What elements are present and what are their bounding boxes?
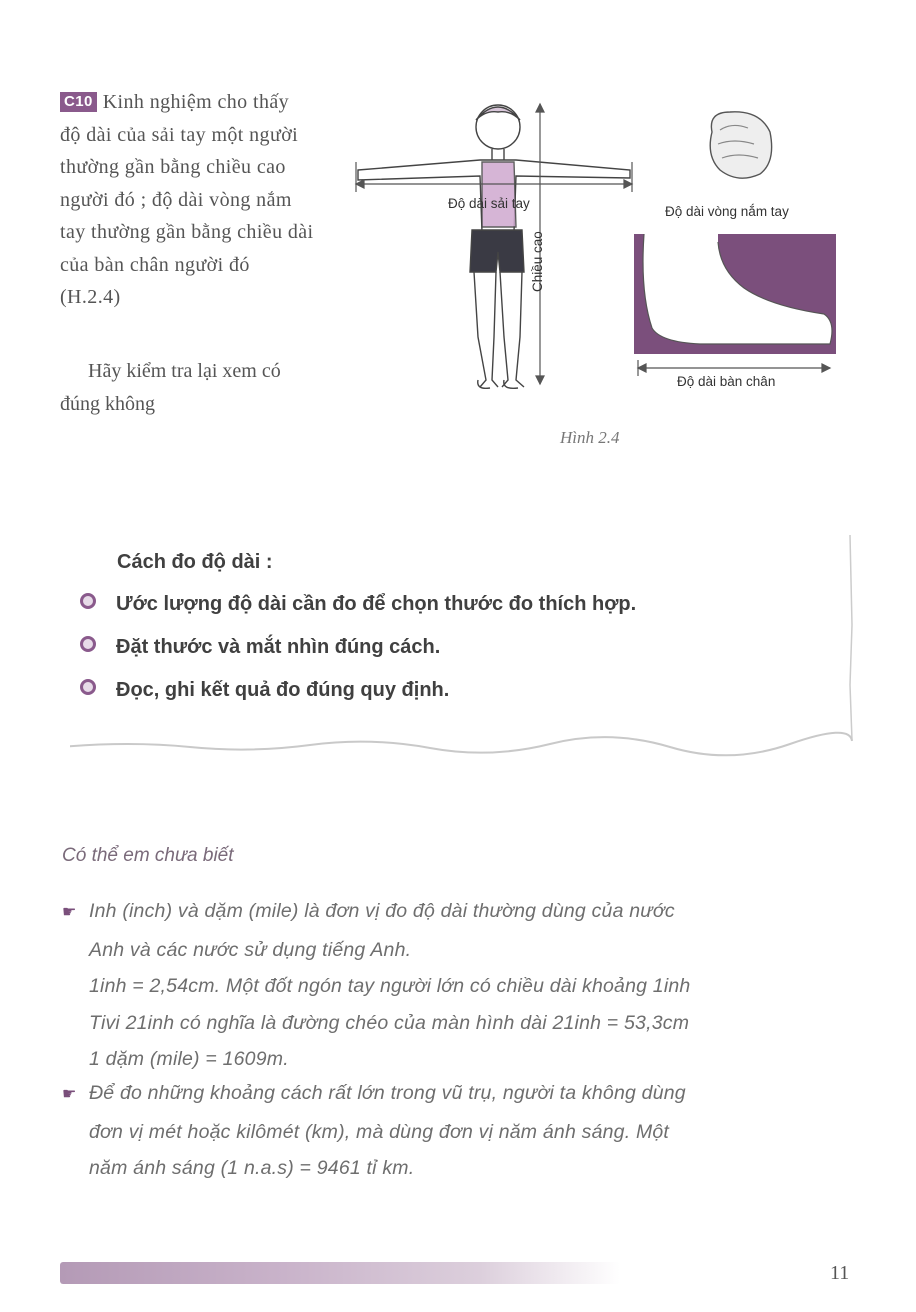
summary-title: Cách đo độ dài : <box>117 551 273 573</box>
label-foot-length: Độ dài bàn chân <box>677 374 776 389</box>
footer-decoration <box>60 1262 620 1284</box>
summary-item-text: Đọc, ghi kết quả đo đúng quy định. <box>116 679 450 701</box>
figure-caption: Hình 2.4 <box>560 428 620 447</box>
question-text: Kinh nghiệm cho thấy độ dài của sải tay một người thường gần bằng chiều cao người đó ; độ dài vòng nắm tay thường gần bằng chiều dài của bàn chân người đó (H.2.4) <box>60 91 314 308</box>
did-you-know-title: Có thể em chưa biết <box>62 845 234 866</box>
dyk-line: Inh (inch) và dặm (mile) là đơn vị đo độ dài thường dùng của nước <box>89 900 675 922</box>
label-fist-circumference: Độ dài vòng nắm tay <box>665 204 789 219</box>
summary-item-text: Ước lượng độ dài cần đo để chọn thước đo thích hợp. <box>116 593 637 615</box>
foot-illustration <box>634 234 836 354</box>
dyk-line: Để đo những khoảng cách rất lớn trong vũ trụ, người ta không dùng <box>89 1082 686 1104</box>
pointing-hand-icon: ☛ <box>62 1086 77 1103</box>
circle-bullet-icon <box>80 679 96 695</box>
question-badge: C10 <box>60 92 97 112</box>
dyk-line: đơn vị mét hoặc kilômét (km), mà dùng đơn vị năm ánh sáng. Một <box>89 1120 670 1143</box>
summary-item <box>80 593 636 623</box>
figure-2-4 <box>340 92 860 402</box>
dyk-line: Tivi 21inh có nghĩa là đường chéo của màn hình dài 21inh = 53,3cm <box>89 1011 690 1034</box>
dyk-line: 1inh = 2,54cm. Một đốt ngón tay người lớn có chiều dài khoảng 1inh <box>89 975 691 997</box>
label-arm-span: Độ dài sải tay <box>448 196 530 211</box>
dyk-line: năm ánh sáng (1 n.a.s) = 9461 tỉ km. <box>89 1157 415 1179</box>
label-height: Chiều cao <box>530 231 545 292</box>
did-you-know-block-1 <box>62 893 862 1078</box>
question-c10 <box>60 86 315 314</box>
figure-illustration <box>340 92 860 402</box>
question-task: Hãy kiểm tra lại xem có đúng không <box>60 360 281 415</box>
summary-item <box>80 636 440 666</box>
summary-item <box>80 679 449 709</box>
did-you-know-block-2 <box>62 1075 862 1187</box>
pointing-hand-icon: ☛ <box>62 904 77 921</box>
circle-bullet-icon <box>80 593 96 609</box>
fist-icon <box>710 112 771 178</box>
circle-bullet-icon <box>80 636 96 652</box>
dyk-line: Anh và các nước sử dụng tiếng Anh. <box>89 938 412 961</box>
summary-item-text: Đặt thước và mắt nhìn đúng cách. <box>116 636 441 658</box>
page-number: 11 <box>830 1262 850 1284</box>
boy-figure-icon <box>358 105 630 388</box>
dyk-line: 1 dặm (mile) = 1609m. <box>89 1048 289 1070</box>
summary-box <box>70 535 860 765</box>
